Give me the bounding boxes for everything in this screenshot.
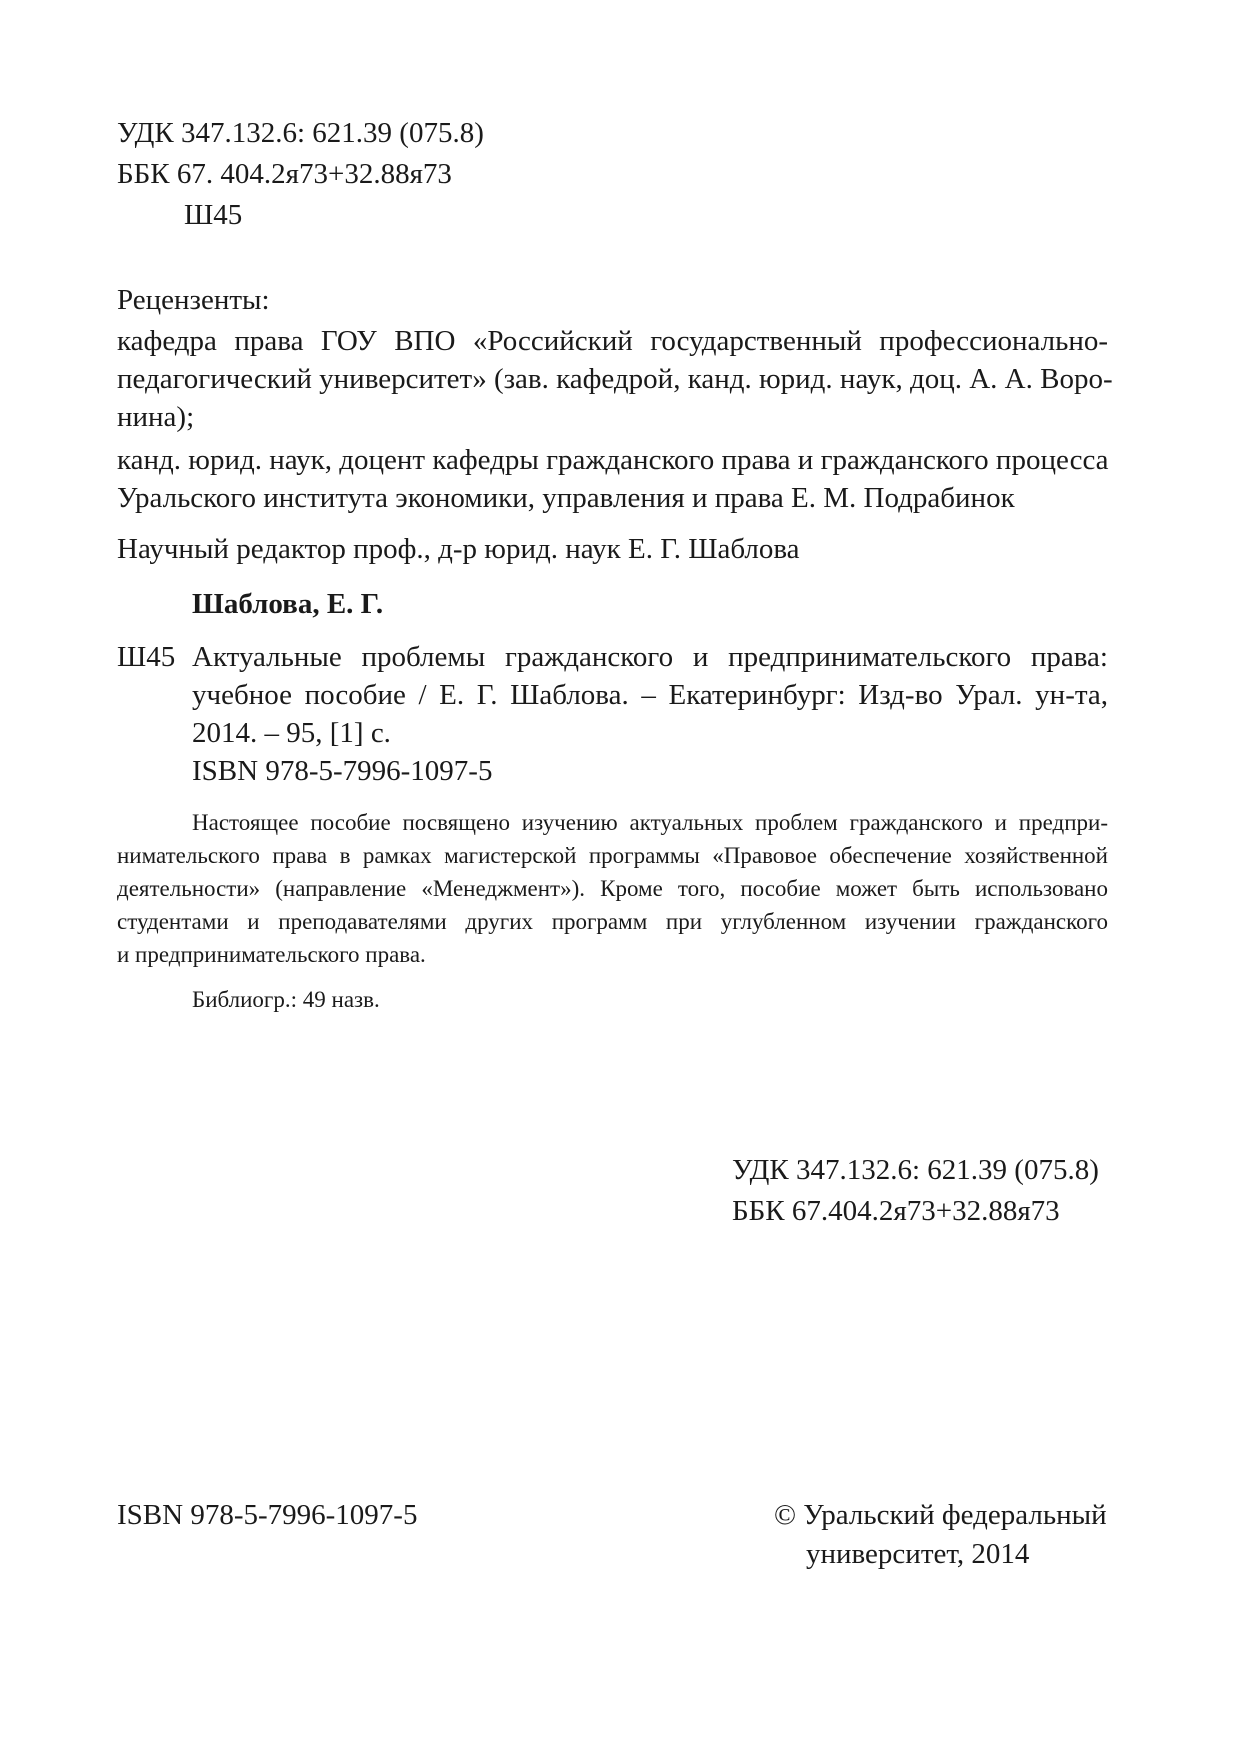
reviewer-2 — [117, 441, 1108, 517]
book-author: Шаблова, Е. Г. — [192, 588, 384, 620]
reviewer-1-line-1: кафедра права ГОУ ВПО «Российский государственный профессионально- — [117, 325, 1108, 357]
reviewer-1 — [117, 322, 1113, 436]
abstract — [117, 806, 1108, 971]
reviewer-2-line-2: Уральского института экономики, управления и права Е. М. Подрабинок — [117, 482, 1015, 514]
bibliography-count: Библиогр.: 49 назв. — [192, 987, 380, 1012]
book-isbn: ISBN 978-5-7996-1097-5 — [192, 755, 493, 787]
book-description — [192, 638, 1108, 790]
reviewer-2-line-1: канд. юрид. наук, доцент кафедры гражданского права и гражданского процесса — [117, 444, 1109, 476]
udk-code: УДК 347.132.6: 621.39 (075.8) — [117, 117, 484, 149]
book-title-line-3: 2014. – 95, [1] с. — [192, 717, 391, 749]
abstract-line-3: деятельности» (направление «Менеджмент»). Кроме того, пособие может быть использовано — [117, 876, 1108, 901]
bbk-code: ББК 67. 404.2я73+32.88я73 — [117, 158, 452, 190]
book-title-line-2: учебное пособие / Е. Г. Шаблова. – Екатеринбург: Изд-во Урал. ун-та, — [192, 679, 1108, 711]
scientific-editor: Научный редактор проф., д-р юрид. наук Е. Г. Шаблова — [117, 533, 800, 565]
book-title-line-1: Актуальные проблемы гражданского и предпринимательского права: — [192, 641, 1108, 673]
abstract-line-1: Настоящее пособие посвящено изучению актуальных проблем гражданского и предпри- — [192, 810, 1108, 835]
footer-isbn: ISBN 978-5-7996-1097-5 — [117, 1499, 418, 1531]
bbk-code-right: ББК 67.404.2я73+32.88я73 — [732, 1195, 1060, 1227]
book-mark: Ш45 — [117, 641, 176, 673]
author-mark: Ш45 — [184, 199, 243, 231]
udk-code-right: УДК 347.132.6: 621.39 (075.8) — [732, 1154, 1099, 1186]
abstract-line-2: нимательского права в рамках магистерской программы «Правовое обеспечение хозяйственной — [117, 843, 1108, 868]
abstract-line-5: и предпринимательского права. — [117, 942, 426, 967]
abstract-line-4: студентами и преподавателями других программ при углубленном изучении гражданского — [117, 909, 1108, 934]
reviewers-title: Рецензенты: — [117, 284, 270, 316]
reviewer-1-line-2: педагогический университет» (зав. кафедрой, канд. юрид. наук, доц. А. А. Воро- — [117, 363, 1113, 395]
copyright-line-1: © Уральский федеральный — [774, 1499, 1107, 1531]
copyright-line-2: университет, 2014 — [806, 1538, 1030, 1570]
reviewer-1-line-3: нина); — [117, 401, 195, 433]
